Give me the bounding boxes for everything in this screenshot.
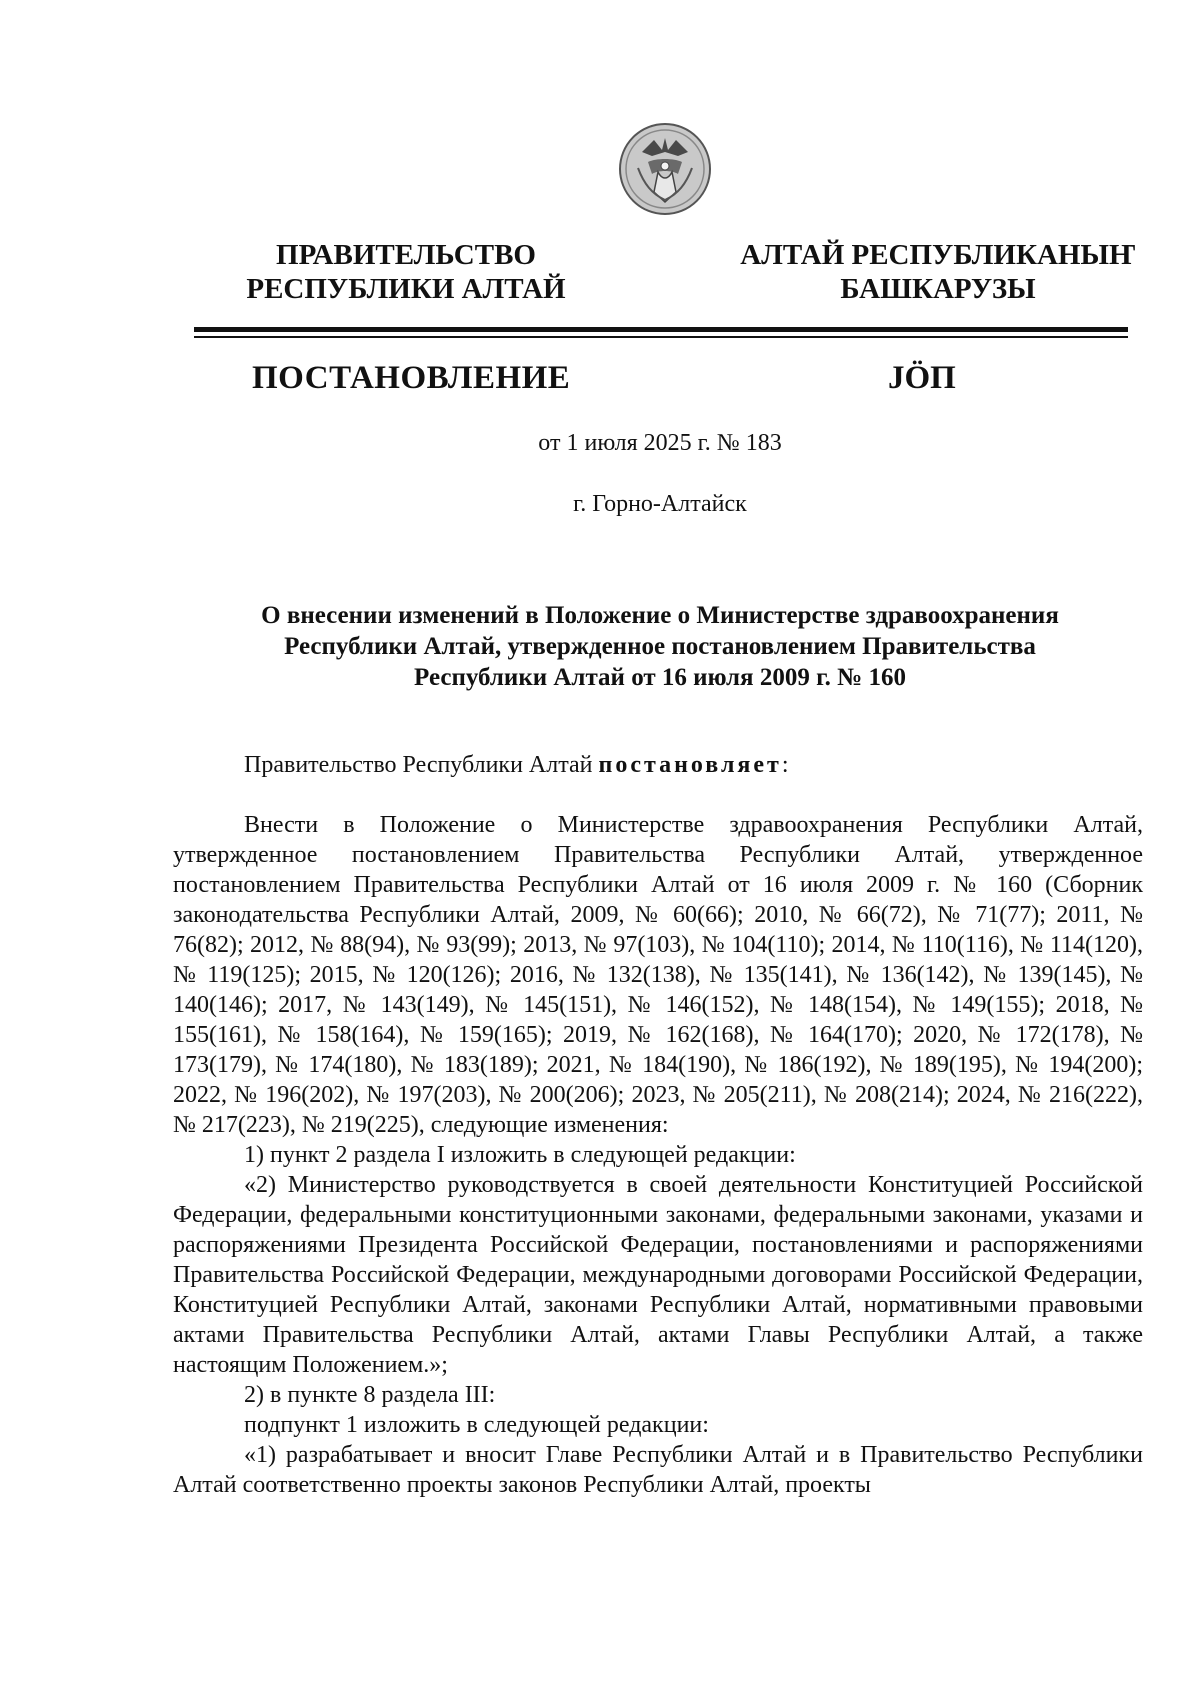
coat-of-arms-emblem [618,122,712,216]
body-paragraph: подпункт 1 изложить в следующей редакции: [244,1412,709,1438]
document-city: г. Горно-Алтайск [573,491,747,517]
document-type-altai: JӦП [888,360,956,396]
header-divider-thick [194,327,1128,332]
header-divider-thin [194,336,1128,338]
preamble-decree-word: постановляет [598,752,782,778]
government-name-russian [196,238,616,306]
header-right-line-1: АЛТАЙ РЕСПУБЛИКАНЫҤ [740,239,1136,271]
title-line-2: Республики Алтай, утвержденное постановлением Правительства [284,633,1036,660]
preamble-colon: : [781,752,789,778]
title-line-1: О внесении изменений в Положение о Министерстве здравоохранения [261,602,1059,629]
body-paragraph: «1) разрабатывает и вносит Главе Республики Алтай и в Правительство Республики Алтай соответственно проекты законов Республики Алтай, проекты [173,1442,1143,1498]
header-right-line-2: БАШКАРУЗЫ [840,273,1036,305]
body-paragraph: «2) Министерство руководствуется в своей деятельности Конституцией Российской Федерации, федеральными конституционными законами, федеральными законами, указами и распоряжениями Президента Российской Федерации, постановлениями и распоряжениями Правительства Российской Федерации, международными договорами Российской Федерации, Конституцией Республики Алтай, законами Республики Алтай, нормативными правовыми актами Правительства Республики Алтай, актами Главы Республики Алтай, а также настоящим Положением.»; [173,1172,1143,1378]
title-line-3: Республики Алтай от 16 июля 2009 г. № 160 [414,664,906,691]
altai-republic-coat-of-arms-icon [618,122,712,216]
document-title [180,600,1140,693]
header-left-line-2: РЕСПУБЛИКИ АЛТАЙ [246,273,566,305]
government-name-altai [728,238,1148,306]
document-date-number: от 1 июля 2025 г. № 183 [538,430,782,456]
preamble [173,750,1143,780]
body-paragraph: 1) пункт 2 раздела I изложить в следующей редакции: [244,1142,796,1168]
document-type-russian: ПОСТАНОВЛЕНИЕ [252,360,571,396]
preamble-text: Правительство Республики Алтай [244,752,599,778]
document-body [173,750,1143,1500]
body-paragraph: 2) в пункте 8 раздела III: [244,1382,496,1408]
body-paragraph: Внести в Положение о Министерстве здравоохранения Республики Алтай, утвержденное постановлением Правительства Республики Алтай, утвержденное постановлением Правительства Республики Алтай от 16 июля 2009 г. № 160 (Сборник законодательства Республики Алтай, 2009, № 60(66); 2010, № 66(72), № 71(77); 2011, № 76(82); 2012, № 88(94), № 93(99); 2013, № 97(103), № 104(110); 2014, № 110(116), № 114(120), № 119(125); 2015, № 120(126); 2016, № 132(138), № 135(141), № 136(142), № 139(145), № 140(146); 2017, № 143(149), № 145(151), № 146(152), № 148(154), № 149(155); 2018, № 155(161), № 158(164), № 159(165); 2019, № 162(168), № 164(170); 2020, № 172(178), № 173(179), № 174(180), № 183(189); 2021, № 184(190), № 186(192), № 189(195), № 194(200); 2022, № 196(202), № 197(203), № 200(206); 2023, № 205(211), № 208(214); 2024, № 216(222), № 217(223), № 219(225), следующие изменения: [173,812,1143,1138]
header-left-line-1: ПРАВИТЕЛЬСТВО [276,239,536,271]
